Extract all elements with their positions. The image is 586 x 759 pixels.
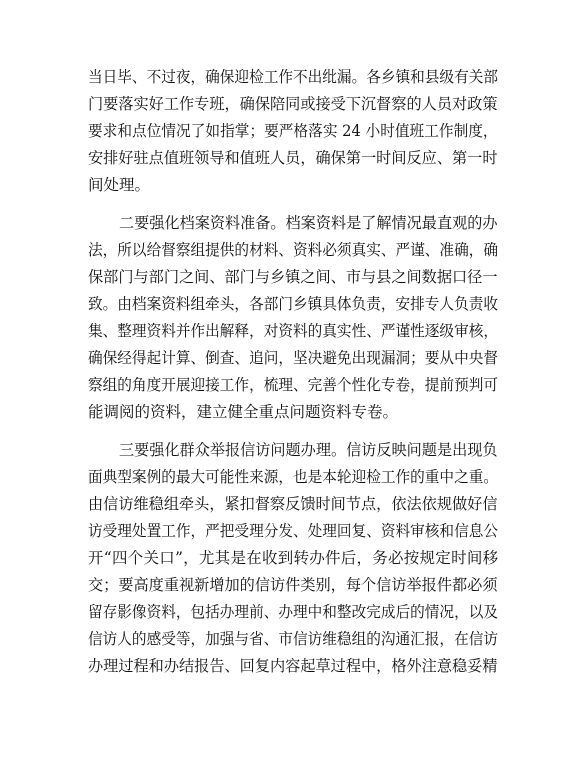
line-text: 安排好驻点值班领导和值班人员，确保第一时间反应、第一时 xyxy=(88,149,498,167)
text-line xyxy=(88,91,498,118)
line-text: 保部门与部门之间、部门与乡镇之间、市与县之间数据口径一 xyxy=(88,268,498,286)
line-text: 访受理处置工作，严把受理分发、处理回复、资料审核和信息公 xyxy=(88,522,498,540)
text-line xyxy=(88,118,498,145)
text-line xyxy=(88,145,498,172)
line-text: 面典型案例的最大可能性来源，也是本轮迎检工作的重中之重。 xyxy=(88,468,498,486)
text-line xyxy=(88,64,498,91)
text-line xyxy=(88,291,498,318)
text-line xyxy=(88,345,498,372)
text-line xyxy=(88,237,498,264)
text-line xyxy=(88,545,498,572)
line-text: 办理过程和办结报告、回复内容起草过程中，格外注意稳妥精 xyxy=(88,657,498,675)
line-text: 三要强化群众举报信访问题办理。信访反映问题是出现负 xyxy=(119,441,498,459)
paragraph-spacing xyxy=(88,426,498,437)
text-line xyxy=(88,399,498,426)
paragraph-3 xyxy=(88,437,498,680)
line-text: 当日毕、不过夜，确保迎检工作不出纰漏。各乡镇和县级有关部 xyxy=(88,68,498,86)
line-text: 由信访维稳组牵头，紧扣督察反馈时间节点，依法依规做好信 xyxy=(88,495,498,513)
text-line xyxy=(88,210,498,237)
line-text: 确保经得起计算、倒查、追问，坚决避免出现漏洞；要从中央督 xyxy=(88,349,498,367)
line-text: 察组的角度开展迎接工作，梳理、完善个性化专卷，提前预判可 xyxy=(88,376,498,394)
text-line xyxy=(88,318,498,345)
text-line xyxy=(88,572,498,599)
document-body xyxy=(88,64,498,680)
text-line xyxy=(88,437,498,464)
line-text: 间处理。 xyxy=(88,176,151,194)
text-line xyxy=(88,491,498,518)
line-text: 致。由档案资料组牵头，各部门乡镇具体负责，安排专人负责收 xyxy=(88,295,498,313)
line-text: 要求和点位情况了如指掌；要严格落实 24 小时值班工作制度， xyxy=(88,122,498,140)
text-line xyxy=(88,172,498,199)
line-text: 留存影像资料，包括办理前、办理中和整改完成后的情况，以及 xyxy=(88,603,498,621)
line-text: 开“四个关口”，尤其是在收到转办件后，务必按规定时间移 xyxy=(88,549,498,567)
text-line xyxy=(88,599,498,626)
text-line xyxy=(88,518,498,545)
line-text: 法，所以给督察组提供的材料、资料必须真实、严谨、准确，确 xyxy=(88,241,498,259)
paragraph-2 xyxy=(88,210,498,426)
line-text: 门要落实好工作专班，确保陪同或接受下沉督察的人员对政策 xyxy=(88,95,498,113)
paragraph-1 xyxy=(88,64,498,199)
text-line xyxy=(88,372,498,399)
line-text: 信访人的感受等，加强与省、市信访维稳组的沟通汇报，在信访 xyxy=(88,630,498,648)
line-text: 二要强化档案资料准备。档案资料是了解情况最直观的办 xyxy=(119,214,498,232)
text-line xyxy=(88,264,498,291)
text-line xyxy=(88,626,498,653)
text-line xyxy=(88,464,498,491)
text-line xyxy=(88,653,498,680)
line-text: 能调阅的资料，建立健全重点问题资料专卷。 xyxy=(88,403,399,421)
line-text: 集、整理资料并作出解释，对资料的真实性、严谨性逐级审核， xyxy=(88,322,498,340)
paragraph-spacing xyxy=(88,199,498,210)
line-text: 交；要高度重视新增加的信访件类别，每个信访举报件都必须 xyxy=(88,576,498,594)
